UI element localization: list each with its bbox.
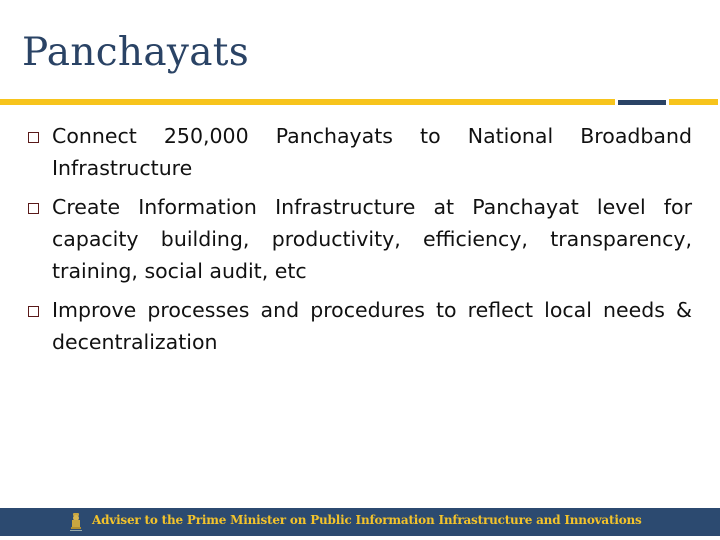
title-underline-dark-segment (618, 100, 666, 105)
footer-bar (0, 508, 720, 536)
bullet-item (28, 120, 692, 184)
bullet-list (28, 120, 692, 365)
title-underline-yellow (0, 99, 615, 105)
bullet-item (28, 294, 692, 358)
square-bullet-icon (28, 203, 39, 214)
bullet-item (28, 191, 692, 287)
square-bullet-icon (28, 306, 39, 317)
slide-title: Panchayats (22, 30, 250, 75)
square-bullet-icon (28, 132, 39, 143)
national-emblem-icon (68, 511, 84, 533)
title-underline-yellow-end (669, 99, 718, 105)
bullet-text: Create Information Infrastructure at Panchayat level for capacity building, productivity, efficiency, transparency, training, social audit, etc (52, 195, 692, 283)
footer-text: Adviser to the Prime Minister on Public Information Infrastructure and Innovations (92, 513, 642, 527)
bullet-text: Improve processes and procedures to reflect local needs & decentralization (52, 298, 692, 354)
bullet-text: Connect 250,000 Panchayats to National Broadband Infrastructure (52, 124, 692, 180)
